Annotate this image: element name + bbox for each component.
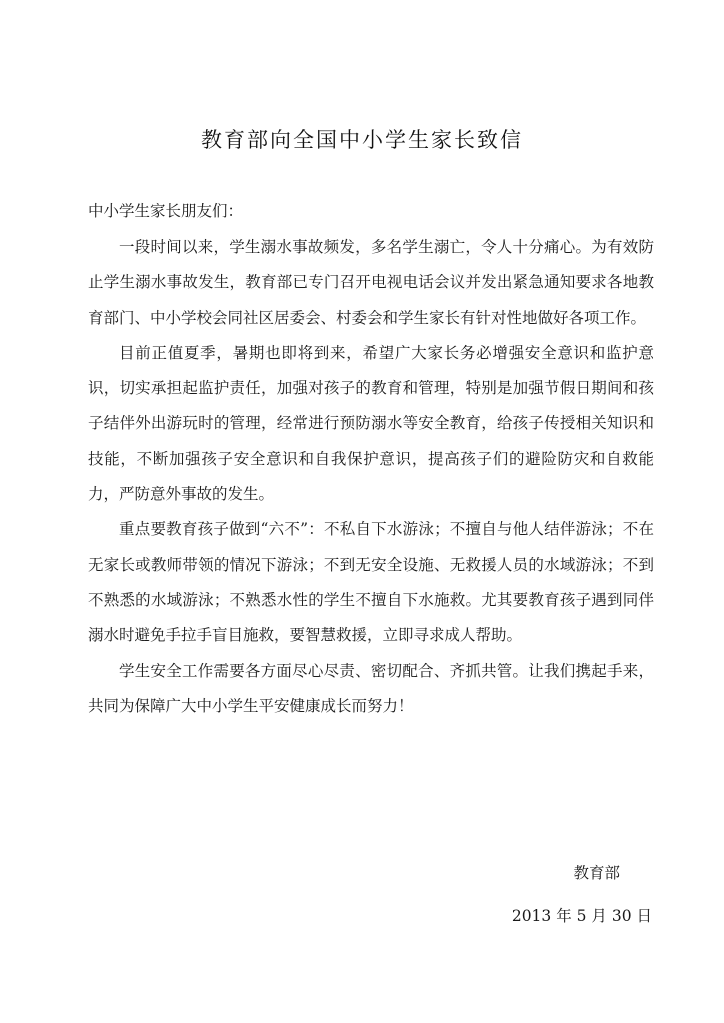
paragraph-1: 一段时间以来，学生溺水事故频发，多名学生溺亡，令人十分痛心。为有效防止学生溺水事故发生，教育部已专门召开电视电话会议并发出紧急通知要求各地教育部门、中小学校会同社区居委会、村委会和学生家长有针对性地做好各项工作。	[88, 238, 654, 327]
letter-date: 2013 年 5 月 30 日	[511, 907, 652, 925]
paragraph-2: 目前正值夏季，暑期也即将到来，希望广大家长务必增强安全意识和监护意识，切实承担起监护责任，加强对孩子的教育和管理，特别是加强节假日期间和孩子结伴外出游玩时的管理，经常进行预防溺水等安全教育，给孩子传授相关知识和技能，不断加强孩子安全意识和自我保护意识，提高孩子们的避险防灾和自救能力，严防意外事故的发生。	[88, 343, 654, 504]
letter-body	[88, 230, 654, 724]
paragraph-4: 学生安全工作需要各方面尽心尽责、密切配合、齐抓共管。让我们携起手来，共同为保障广大中小学生平安健康成长而努力！	[88, 661, 654, 715]
signer: 教育部	[573, 864, 620, 882]
salutation: 中小学生家长朋友们：	[88, 202, 244, 220]
document-title: 教育部向全国中小学生家长致信	[201, 128, 523, 152]
paragraph-3: 重点要教育孩子做到“六不”：不私自下水游泳；不擅自与他人结伴游泳；不在无家长或教师带领的情况下游泳；不到无安全设施、无救援人员的水域游泳；不到不熟悉的水域游泳；不熟悉水性的学生不擅自下水施救。尤其要教育孩子遇到同伴溺水时避免手拉手盲目施救，要智慧救援，立即寻求成人帮助。	[88, 520, 654, 645]
